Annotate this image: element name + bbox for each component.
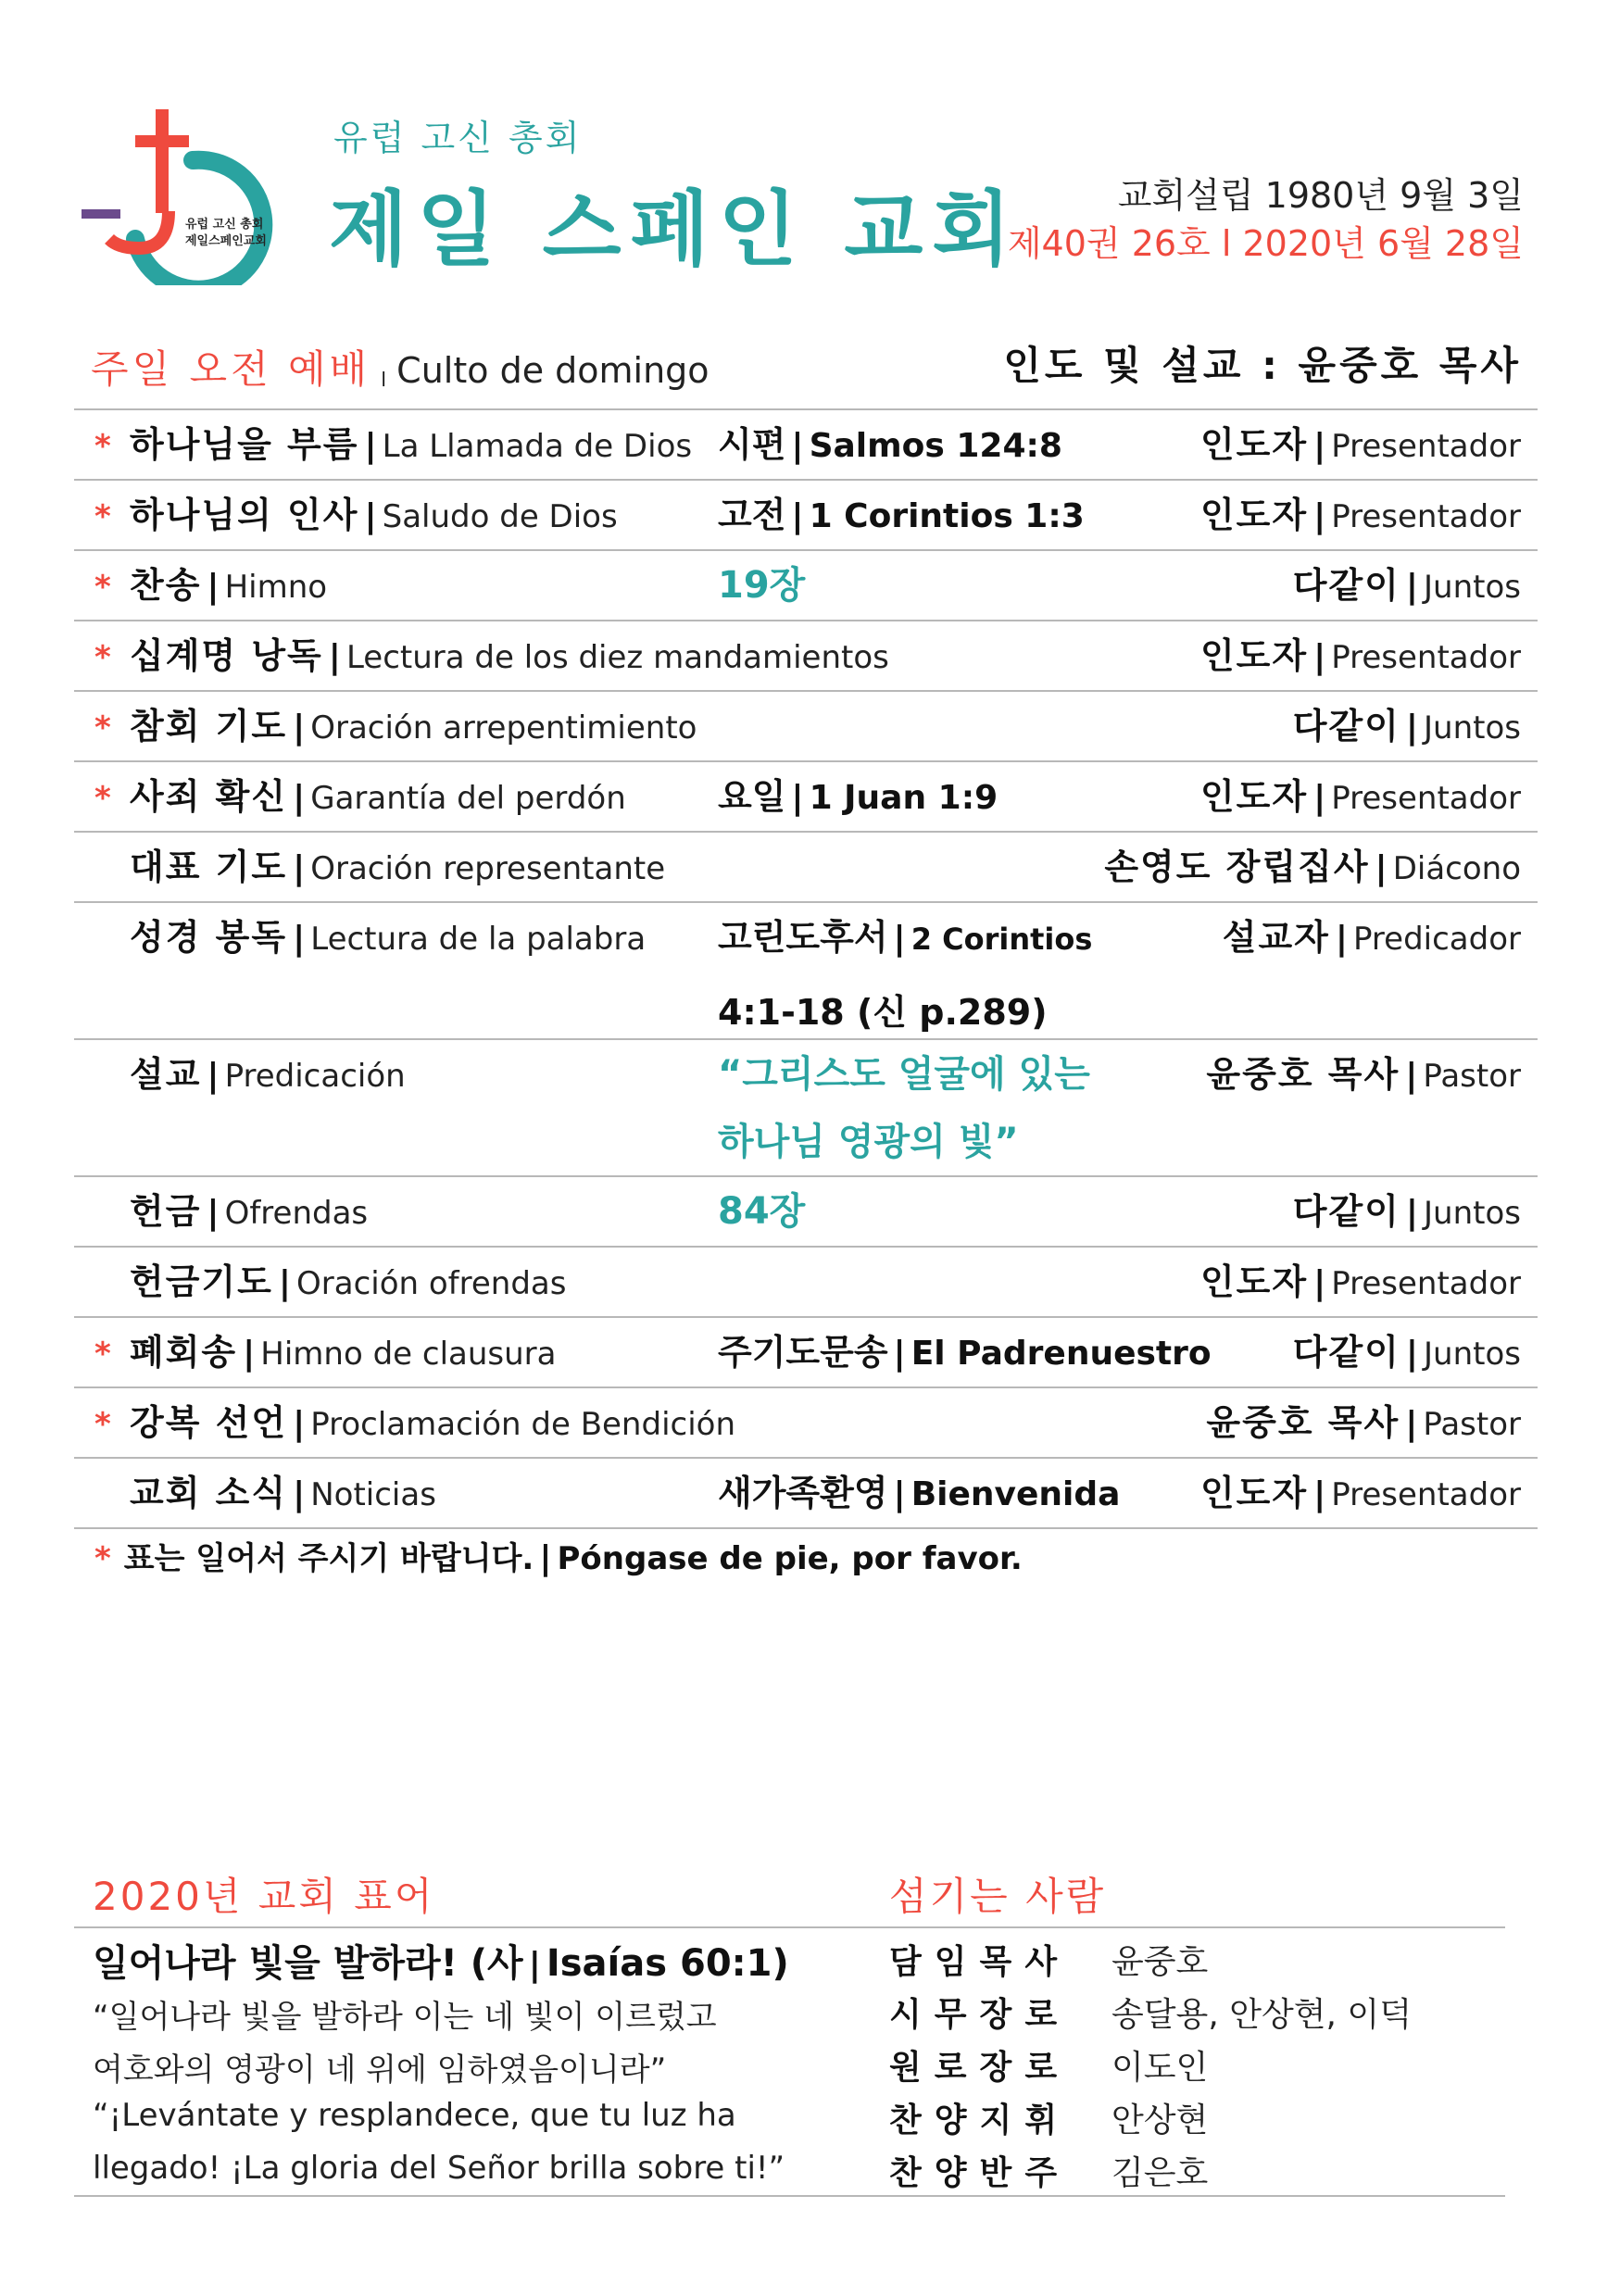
motto-line: 여호와의 영광이 네 위에 임하였음이니라” <box>93 2051 667 2089</box>
separator: | <box>1313 779 1326 817</box>
motto-title-es: Isaías 60:1) <box>546 1942 789 1985</box>
item-es: Oración ofrendas <box>296 1265 567 1302</box>
service-row <box>74 1318 1538 1388</box>
row-item <box>94 692 697 768</box>
row-presenter <box>1200 621 1521 697</box>
item-es: Oración arrepentimiento <box>310 709 697 747</box>
star-icon: * <box>94 1406 111 1443</box>
item-es: Noticias <box>310 1476 436 1513</box>
item-es: Oración representante <box>310 850 666 887</box>
separator: | <box>207 1194 220 1232</box>
reference-es: 2 Corintios <box>910 922 1093 957</box>
issue-date: 제40권 26호 l 2020년 6월 28일 <box>1007 223 1524 264</box>
org-subtitle: 유럽 고신 총회 <box>333 118 583 158</box>
row-teal <box>718 1040 1090 1175</box>
server-row <box>889 2094 1208 2141</box>
presenter-ko: 다같이 <box>1292 1191 1400 1232</box>
separator: | <box>1335 920 1349 958</box>
server-names: 김은호 <box>1111 2154 1209 2192</box>
logo-text-2: 제일스페인교회 <box>185 234 267 248</box>
presenter-es: Presentador <box>1331 1476 1521 1513</box>
star-icon: * <box>94 428 111 465</box>
reference-ko: 고전 <box>718 495 786 535</box>
teal-text: “그리스도 얼굴에 있는 <box>718 1053 1090 1096</box>
separator: | <box>293 1405 306 1443</box>
item-ko: 대표 기도 <box>130 847 288 887</box>
row-presenter <box>1293 551 1521 627</box>
server-row <box>889 1936 1208 1983</box>
row-reference <box>718 481 1085 557</box>
presenter-ko: 설교자 <box>1222 917 1330 958</box>
service-row <box>74 1177 1538 1248</box>
presenter-ko: 윤중호 목사 <box>1206 1054 1400 1095</box>
separator: | <box>1313 638 1326 676</box>
star-icon: * <box>94 498 111 535</box>
item-ko: 성경 봉독 <box>130 917 288 958</box>
row-presenter <box>1293 692 1521 768</box>
row-presenter <box>1293 1177 1521 1253</box>
row-reference <box>718 410 1062 486</box>
separator: | <box>243 1335 256 1373</box>
presenter-ko: 인도자 <box>1199 1473 1309 1513</box>
row-item <box>94 551 327 627</box>
item-ko: 교회 소식 <box>130 1473 288 1513</box>
reference-es: El Padrenuestro <box>910 1335 1212 1373</box>
server-row <box>889 1989 1412 2036</box>
separator: | <box>1313 1475 1326 1513</box>
separator: | <box>1405 1405 1418 1443</box>
server-row <box>889 2041 1208 2089</box>
service-row <box>74 903 1538 1040</box>
presenter-ko: 인도자 <box>1199 776 1309 817</box>
row-item <box>94 1388 735 1464</box>
item-es: Himno de clausura <box>260 1336 557 1373</box>
row-presenter <box>1223 903 1521 979</box>
item-es: Predicación <box>224 1058 406 1095</box>
reference-ko: 주기도문송 <box>718 1332 888 1373</box>
presenter-es: Predicador <box>1353 921 1521 958</box>
item-ko: 찬송 <box>130 565 202 606</box>
server-row <box>889 2147 1208 2194</box>
star-icon: * <box>94 639 111 676</box>
presenter-es: Juntos <box>1424 709 1521 747</box>
row-presenter <box>1206 1040 1521 1116</box>
separator: | <box>893 920 906 958</box>
separator: | <box>1405 1194 1419 1232</box>
separator: | <box>293 1475 306 1513</box>
service-leader: 인도 및 설교 : 윤중호 목사 <box>1003 343 1522 388</box>
motto-title <box>93 1934 789 1987</box>
row-item <box>94 1459 436 1535</box>
presenter-ko: 손영도 장립집사 <box>1104 847 1370 887</box>
service-row <box>74 481 1538 551</box>
row-item <box>94 833 665 909</box>
separator: | <box>1375 849 1388 887</box>
item-ko: 하나님을 부름 <box>130 424 359 465</box>
server-role: 찬양반주 <box>889 2154 1071 2192</box>
separator: | <box>328 638 341 676</box>
presenter-es: Juntos <box>1424 1195 1521 1232</box>
service-row <box>74 1388 1538 1459</box>
stand-note-ko: 표는 일어서 주시기 바랍니다. <box>123 1540 534 1577</box>
separator: | <box>1313 497 1326 535</box>
stand-note-es: Póngase de pie, por favor. <box>557 1540 1023 1577</box>
separator: | <box>1405 568 1419 606</box>
row-item <box>94 1318 556 1394</box>
row-item <box>94 1177 368 1253</box>
row-presenter <box>1206 1388 1521 1464</box>
divider <box>74 1926 1505 1928</box>
teal-text: 19장 <box>718 564 806 607</box>
church-logo <box>82 109 295 285</box>
item-es: La Llamada de Dios <box>382 428 693 465</box>
separator: | <box>791 427 804 465</box>
reference-ko: 고린도후서 <box>718 917 888 958</box>
item-ko: 하나님의 인사 <box>130 495 359 535</box>
item-es: Saludo de Dios <box>382 498 618 535</box>
separator: | <box>791 779 804 817</box>
service-header <box>91 335 1522 408</box>
row-presenter <box>1200 481 1521 557</box>
presenter-es: Presentador <box>1331 639 1521 676</box>
motto-title-ko: 일어나라 빛을 발하라! (사 <box>93 1942 523 1985</box>
item-ko: 헌금 <box>130 1191 202 1232</box>
item-ko: 폐회송 <box>130 1332 238 1373</box>
separator: | <box>381 369 387 386</box>
service-row <box>74 1248 1538 1318</box>
service-row <box>74 410 1538 481</box>
star-icon: * <box>94 1336 111 1373</box>
row-presenter <box>1200 762 1521 838</box>
item-es: Ofrendas <box>224 1195 369 1232</box>
presenter-es: Juntos <box>1424 569 1521 606</box>
presenter-es: Pastor <box>1423 1406 1521 1443</box>
server-names: 윤중호 <box>1111 1943 1209 1981</box>
motto-line: “일어나라 빛을 발하라 이는 네 빛이 이르렀고 <box>93 1999 717 2036</box>
row-presenter <box>1104 833 1521 909</box>
reference-ko: 요일 <box>718 776 786 817</box>
servers-heading: 섬기는 사람 <box>889 1874 1107 1919</box>
service-title-es: Culto de domingo <box>396 350 710 391</box>
row-item <box>94 1040 406 1116</box>
service-title-ko: 주일 오전 예배 <box>91 346 371 392</box>
logo-text-1: 유럽 고신 총회 <box>185 218 264 232</box>
row-presenter <box>1200 1459 1521 1535</box>
row-reference <box>718 903 1092 1046</box>
separator: | <box>1405 1335 1419 1373</box>
motto-line: “¡Levántate y resplandece, que tu luz ha <box>93 2097 736 2134</box>
church-name: 제일 스페인 교회 <box>329 182 1021 277</box>
star-icon: * <box>94 1540 111 1577</box>
star-icon: * <box>94 709 111 747</box>
service-row <box>74 1459 1538 1529</box>
service-row <box>74 551 1538 621</box>
reference-ko: 시편 <box>718 424 786 465</box>
cross-logo-icon <box>82 109 295 285</box>
separator: | <box>539 1539 552 1577</box>
row-presenter <box>1293 1318 1521 1394</box>
item-ko: 십계명 낭독 <box>130 635 323 676</box>
separator: | <box>278 1264 291 1302</box>
presenter-ko: 다같이 <box>1292 1332 1400 1373</box>
separator: | <box>207 568 220 606</box>
separator: | <box>1405 1057 1418 1095</box>
separator: | <box>293 709 306 747</box>
separator: | <box>893 1475 906 1513</box>
presenter-ko: 다같이 <box>1292 565 1400 606</box>
reference-es: Bienvenida <box>910 1475 1121 1513</box>
reference-es: 1 Juan 1:9 <box>809 779 998 817</box>
server-role: 시무장로 <box>889 1996 1071 2034</box>
reference-ko: 새가족환영 <box>718 1473 888 1513</box>
presenter-es: Presentador <box>1331 498 1521 535</box>
separator: | <box>207 1057 220 1095</box>
item-ko: 헌금기도 <box>130 1261 273 1302</box>
row-item <box>94 903 646 979</box>
row-item <box>94 410 692 486</box>
order-of-service <box>74 408 1538 1529</box>
stand-note <box>94 1533 1023 1578</box>
separator: | <box>364 497 377 535</box>
item-ko: 참회 기도 <box>130 706 288 747</box>
service-row <box>74 1040 1538 1177</box>
row-item <box>94 1248 566 1324</box>
service-row <box>74 762 1538 833</box>
item-ko: 강복 선언 <box>130 1402 288 1443</box>
motto-line: llegado! ¡La gloria del Señor brilla sobre ti!” <box>93 2150 785 2187</box>
presenter-ko: 인도자 <box>1199 424 1309 465</box>
separator: | <box>293 849 306 887</box>
presenter-ko: 인도자 <box>1199 1261 1309 1302</box>
item-es: Himno <box>224 569 328 606</box>
presenter-es: Pastor <box>1423 1058 1521 1095</box>
separator: | <box>293 920 306 958</box>
presenter-ko: 인도자 <box>1199 495 1309 535</box>
item-es: Lectura de la palabra <box>310 921 647 958</box>
item-es: Proclamación de Bendición <box>310 1406 736 1443</box>
row-item <box>94 762 626 838</box>
separator: | <box>1313 1264 1326 1302</box>
presenter-ko: 인도자 <box>1199 635 1309 676</box>
server-names: 안상현 <box>1111 2102 1209 2139</box>
reference-es: 1 Corintios 1:3 <box>809 497 1085 535</box>
row-reference <box>718 1318 1212 1394</box>
row-teal <box>718 551 805 620</box>
presenter-es: Presentador <box>1331 428 1521 465</box>
service-row <box>74 692 1538 762</box>
server-role: 원로장로 <box>889 2049 1071 2087</box>
separator: | <box>293 779 306 817</box>
row-presenter <box>1200 410 1521 486</box>
item-ko: 사죄 확신 <box>130 776 288 817</box>
star-icon: * <box>94 780 111 817</box>
founded-date: 교회설립 1980년 9월 3일 <box>1117 175 1524 216</box>
item-es: Lectura de los diez mandamientos <box>345 639 889 676</box>
row-presenter <box>1200 1248 1521 1324</box>
row-teal <box>718 1177 805 1246</box>
presenter-ko: 다같이 <box>1292 706 1400 747</box>
server-names: 이도인 <box>1111 2049 1209 2087</box>
service-row <box>74 621 1538 692</box>
separator: | <box>528 1946 541 1984</box>
service-row <box>74 833 1538 903</box>
separator: | <box>791 497 804 535</box>
item-ko: 설교 <box>130 1054 202 1095</box>
presenter-es: Presentador <box>1331 780 1521 817</box>
row-item <box>94 481 618 557</box>
presenter-es: Presentador <box>1331 1265 1521 1302</box>
separator: | <box>364 427 377 465</box>
divider <box>74 2195 1505 2197</box>
row-reference <box>718 762 998 838</box>
presenter-ko: 윤중호 목사 <box>1206 1402 1400 1443</box>
server-role: 담임목사 <box>889 1943 1071 1981</box>
teal-text-2: 하나님 영광의 빛” <box>718 1121 1019 1163</box>
item-es: Garantía del perdón <box>310 780 626 817</box>
teal-text: 84장 <box>718 1190 806 1233</box>
reference-es: Salmos 124:8 <box>809 427 1062 465</box>
presenter-es: Juntos <box>1424 1336 1521 1373</box>
separator: | <box>893 1335 906 1373</box>
row-item <box>94 621 889 697</box>
separator: | <box>1313 427 1326 465</box>
server-names: 송달용, 안상현, 이덕 <box>1111 1996 1412 2034</box>
server-role: 찬양지휘 <box>889 2102 1071 2139</box>
presenter-es: Diácono <box>1392 850 1521 887</box>
motto-heading: 2020년 교회 표어 <box>93 1874 435 1919</box>
row-reference <box>718 1459 1120 1535</box>
star-icon: * <box>94 569 111 606</box>
reference-line2: 4:1-18 (신 p.289) <box>718 992 1048 1033</box>
separator: | <box>1405 709 1419 747</box>
